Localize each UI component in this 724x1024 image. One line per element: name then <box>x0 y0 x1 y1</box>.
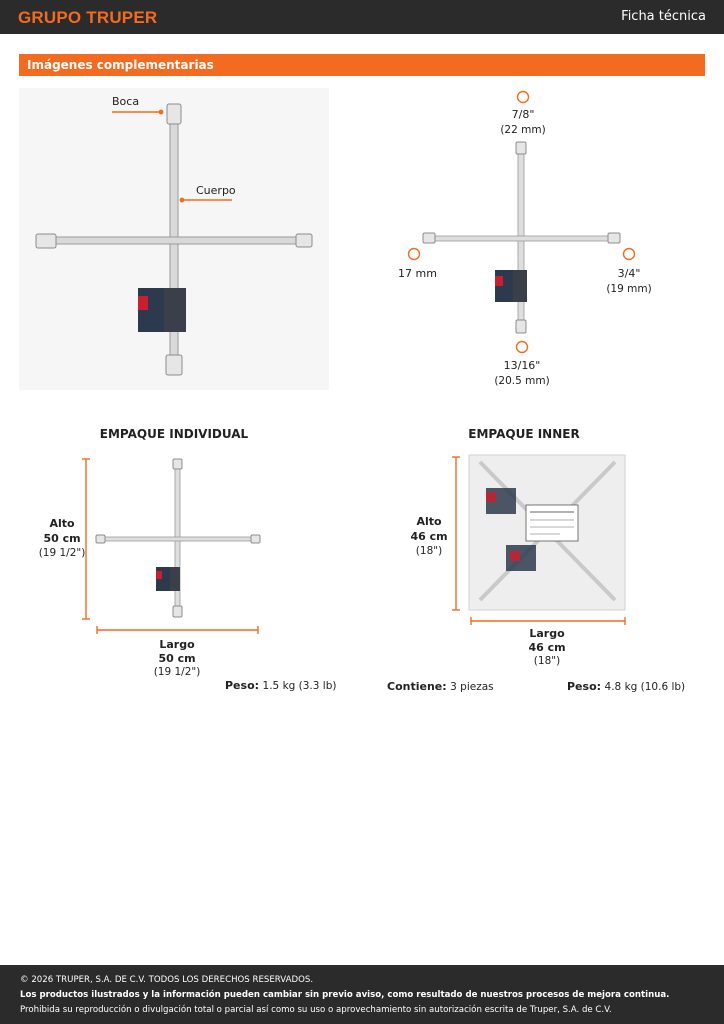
label-boca: Boca <box>112 95 140 108</box>
individual-alto-inch: (19 1/2") <box>38 547 86 559</box>
footer-prohibition: Prohibida su reproducción o divulgación total o parcial así como su uso o aprovechamiento sin autorización escrita de Truper, S.A. de C.V. <box>20 1005 612 1015</box>
heading-empaque-individual: EMPAQUE INDIVIDUAL <box>99 427 249 441</box>
inner-alto-inch: (18") <box>415 545 443 557</box>
inner-largo-inch: (18") <box>533 655 561 667</box>
individual-alto-value: 50 cm <box>43 532 81 545</box>
inner-largo-label: Largo <box>529 627 565 640</box>
size-top: 7/8" <box>511 108 535 121</box>
individual-largo-inch: (19 1/2") <box>153 666 201 678</box>
individual-alto-label: Alto <box>49 517 75 530</box>
individual-largo-value: 50 cm <box>158 652 196 665</box>
label-cuerpo: Cuerpo <box>196 184 236 197</box>
footer-bar <box>0 965 724 1024</box>
inner-contiene-label: Contiene: <box>387 680 447 693</box>
individual-peso-label: Peso: <box>225 679 260 692</box>
size-bottom: 13/16" <box>503 359 541 372</box>
size-right: 3/4" <box>617 267 641 280</box>
inner-largo-value: 46 cm <box>528 641 566 654</box>
heading-empaque-inner: EMPAQUE INNER <box>468 427 580 441</box>
inner-contiene <box>387 680 494 693</box>
individual-peso-value: 1.5 kg (3.3 lb) <box>262 680 337 692</box>
size-right-metric: (19 mm) <box>606 283 652 295</box>
section-title: Imágenes complementarias <box>27 58 214 72</box>
document-type: Ficha técnica <box>621 9 706 24</box>
inner-peso-value: 4.8 kg (10.6 lb) <box>604 681 686 693</box>
footer-notice: Los productos ilustrados y la información pueden cambiar sin previo aviso, como resultado de nuestros procesos de mejora continua. <box>20 990 670 1000</box>
size-bottom-metric: (20.5 mm) <box>494 375 550 387</box>
inner-alto-value: 46 cm <box>410 530 448 543</box>
brand-logo: GRUPO TRUPER <box>18 8 158 27</box>
size-left: 17 mm <box>398 267 437 280</box>
inner-peso <box>567 680 685 693</box>
inner-alto-label: Alto <box>416 515 442 528</box>
inner-contiene-value: 3 piezas <box>450 681 494 693</box>
footer-copyright: © 2026 TRUPER, S.A. DE C.V. TODOS LOS DERECHOS RESERVADOS. <box>20 975 314 985</box>
individual-largo-label: Largo <box>159 638 195 651</box>
size-top-metric: (22 mm) <box>500 124 546 136</box>
inner-peso-label: Peso: <box>567 680 602 693</box>
